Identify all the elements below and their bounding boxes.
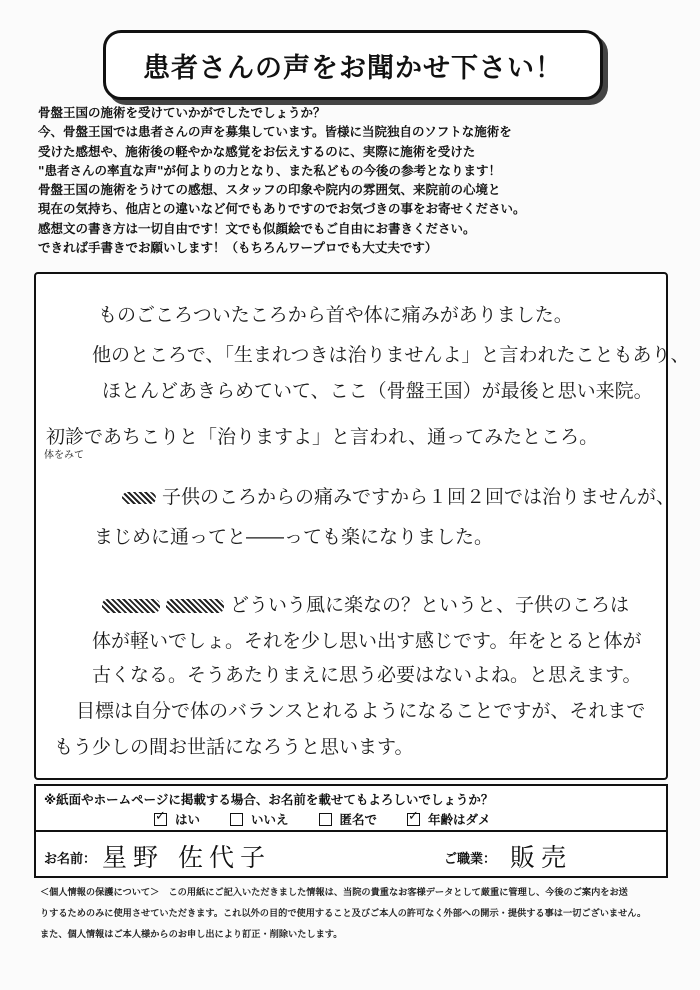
option-no[interactable]: いいえ — [230, 810, 289, 828]
name-label: お名前： — [44, 852, 97, 867]
privacy-line: また、個人情報はご本人様からのお申し出により訂正・削除いたします。 — [40, 929, 343, 940]
privacy-line: りするためのみに使用させていただきます。これ以外の目的で使用すること及びご本人の許可なく外部への開示・提供する事は一切ございません。 — [40, 908, 647, 919]
privacy-line: ＜個人情報の保護について＞ この用紙にご記入いただきました情報は、当院の貴重なお客様データとして厳重に管理し、今後のご案内をお送 — [40, 887, 628, 898]
scribble-mark — [122, 492, 156, 504]
letter-line: 他のところで、「生まれつきは治りませんよ」と言われたこともあり、 — [92, 344, 690, 366]
intro-line: 骨盤王国の施術を受けていかがでしたでしょうか？ — [38, 105, 326, 120]
scribble-mark — [166, 599, 224, 613]
privacy-notice — [40, 882, 670, 945]
intro-line: 受けた感想や、施術後の軽やかな感覚をお伝えするのに、実際に施術を受けた — [38, 143, 476, 159]
name-job-row — [34, 830, 668, 878]
letter-line: 初診であちこりと「治りますよ」と言われ、通ってみたところ。 — [46, 426, 599, 448]
job-field[interactable]: 販売 — [510, 843, 573, 872]
letter-line: ものごころついたころから首や体に痛みがありました。 — [98, 304, 573, 326]
scribble-mark — [102, 599, 160, 613]
checkbox-no-age[interactable]: ✓ — [408, 808, 419, 824]
margin-note: 体をみて — [44, 450, 84, 461]
checkbox-no[interactable] — [230, 813, 243, 826]
intro-line: 今、骨盤王国では患者さんの声を募集しています。皆様に当院独自のソフトな施術を — [38, 124, 512, 140]
intro-line: 骨盤王国の施術をうけての感想、スタッフの印象や院内の雰囲気、来院前の心境と — [38, 182, 501, 198]
letter-line: 目標は自分で体のバランスとれるようになることですが、それまで — [76, 700, 646, 722]
option-yes[interactable]: ✓ はい — [155, 808, 201, 827]
intro-line: 現在の気持ち、他店との違いなど何でもありですのでお気づきの事をお寄せください。 — [38, 201, 526, 217]
letter-line: 古くなる。そうあたりまえに思う必要はないよね。と思えます。 — [92, 664, 642, 686]
option-no-age[interactable]: ✓ 年齢はダメ — [408, 808, 491, 827]
letter-line: もう少しの間お世話になろうと思います。 — [54, 736, 414, 758]
handwritten-letter[interactable] — [34, 272, 690, 780]
letter-line: 体が軽いでしょ。それを少し思い出す感じです。年をとると体が — [92, 630, 642, 652]
letter-line: どういう風に楽なの？というと、子供のころは — [102, 590, 629, 617]
checkbox-yes[interactable]: ✓ — [155, 808, 166, 824]
letter-line: 子供のころからの痛みですから１回２回では治りませんが、 — [122, 482, 675, 509]
checkbox-anonymous[interactable] — [319, 813, 332, 826]
intro-text — [38, 103, 678, 257]
intro-line: 感想文の書き方は一切自由です！文でも似顔絵でもご自由にお書きください。 — [38, 220, 476, 236]
letter-line: ほとんどあきらめていて、ここ（骨盤王国）が最後と思い来院。 — [102, 380, 653, 402]
page-title: 患者さんの声をお聞かせ下さい！ — [103, 30, 603, 100]
consent-question: ※紙面やホームページに掲載する場合、お名前を載せてもよろしいでしょうか？ — [44, 792, 494, 807]
option-anonymous[interactable]: 匿名で — [319, 810, 378, 828]
intro-line: できれば手書きでお願いします！（もちろんワープロでも大丈夫です） — [38, 240, 438, 256]
consent-options — [154, 810, 491, 828]
intro-line: "患者さんの率直な声"が何よりの力となり、また私どもの今後の参考となります！ — [38, 162, 502, 178]
consent-section — [34, 784, 668, 832]
letter-line: まじめに通ってと――っても楽になりました。 — [94, 526, 494, 548]
job-label: ご職業： — [444, 852, 497, 867]
name-field[interactable]: 星野 佐代子 — [102, 843, 271, 872]
